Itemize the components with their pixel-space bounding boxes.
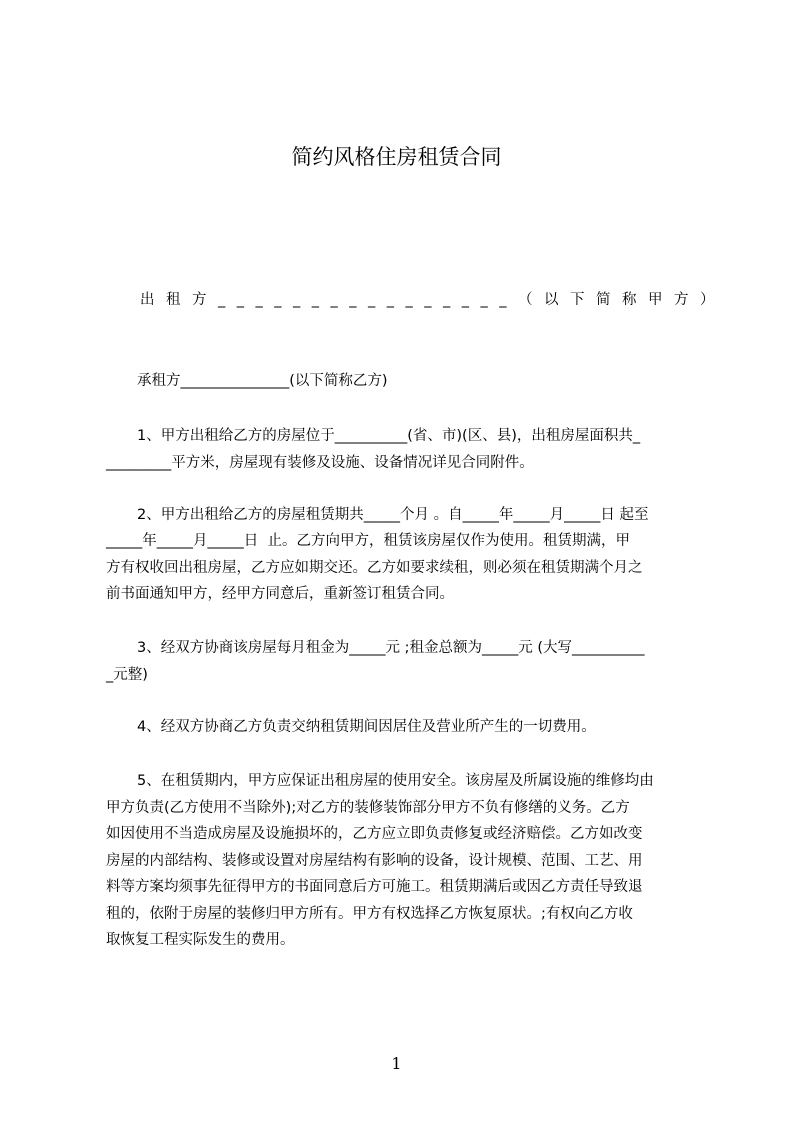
clause-5-line: 如因使用不当造成房屋及设施损坏的，乙方应立即负责修复或经济赔偿。乙方如改变 (106, 826, 643, 842)
lessee-line: 承租方_______________(以下简称乙方) (137, 373, 388, 389)
clause-2-line: 方有权收回出租房屋，乙方应如期交还。乙方如要求续租，则必须在租赁期满个月之 (106, 560, 643, 576)
clause-1-line: 1、甲方出租给乙方的房屋位于__________(省、市)(区、县)，出租房屋面积共_ (137, 428, 641, 444)
clause-5-line: 取恢复工程实际发生的费用。 (106, 932, 295, 948)
clause-1-line: _________平方米，房屋现有装修及设施、设备情况详见合同附件。 (106, 455, 534, 471)
clause-2-line: 2、甲方出租给乙方的房屋租赁期共_____个月 。自_____年_____月_____日 起至 (137, 507, 649, 523)
clause-5-line: 房屋的内部结构、装修或设置对房屋结构有影响的设备，设计规模、范围、工艺、用 (106, 853, 643, 869)
clause-3-line: _元整) (106, 667, 148, 683)
clause-5-line: 租的，依附于房屋的装修归甲方所有。甲方有权选择乙方恢复原状。;有权向乙方收 (106, 906, 633, 922)
clause-5-line: 5、在租赁期内，甲方应保证出租房屋的使用安全。该房屋及所属设施的维修均由 (137, 773, 654, 789)
clause-2-line: 前书面通知甲方，经甲方同意后，重新签订租赁合同。 (106, 586, 454, 602)
document-title: 简约风格住房租赁合同 (291, 145, 502, 169)
page-number: 1 (391, 1054, 402, 1073)
clause-5-line: 料等方案均须事先征得甲方的书面同意后方可施工。租赁期满后或因乙方责任导致退 (106, 879, 643, 895)
clause-3-line: 3、经双方协商该房屋每月租金为_____元 ;租金总额为_____元 (大写__________ (137, 640, 645, 656)
clause-5-line: 甲方负责(乙方使用不当除外);对乙方的装修装饰部分甲方不负有修缮的义务。乙方 (106, 800, 630, 816)
clause-4-line: 4、经双方协商乙方负责交纳租赁期间因居住及营业所产生的一切费用。 (137, 719, 596, 735)
lessor-line: 出租方________________（以下简称甲方） (140, 292, 726, 308)
clause-2-line: _____年_____月_____日 止。乙方向甲方，租赁该房屋仅作为使用。租赁期满，甲 (106, 533, 630, 549)
